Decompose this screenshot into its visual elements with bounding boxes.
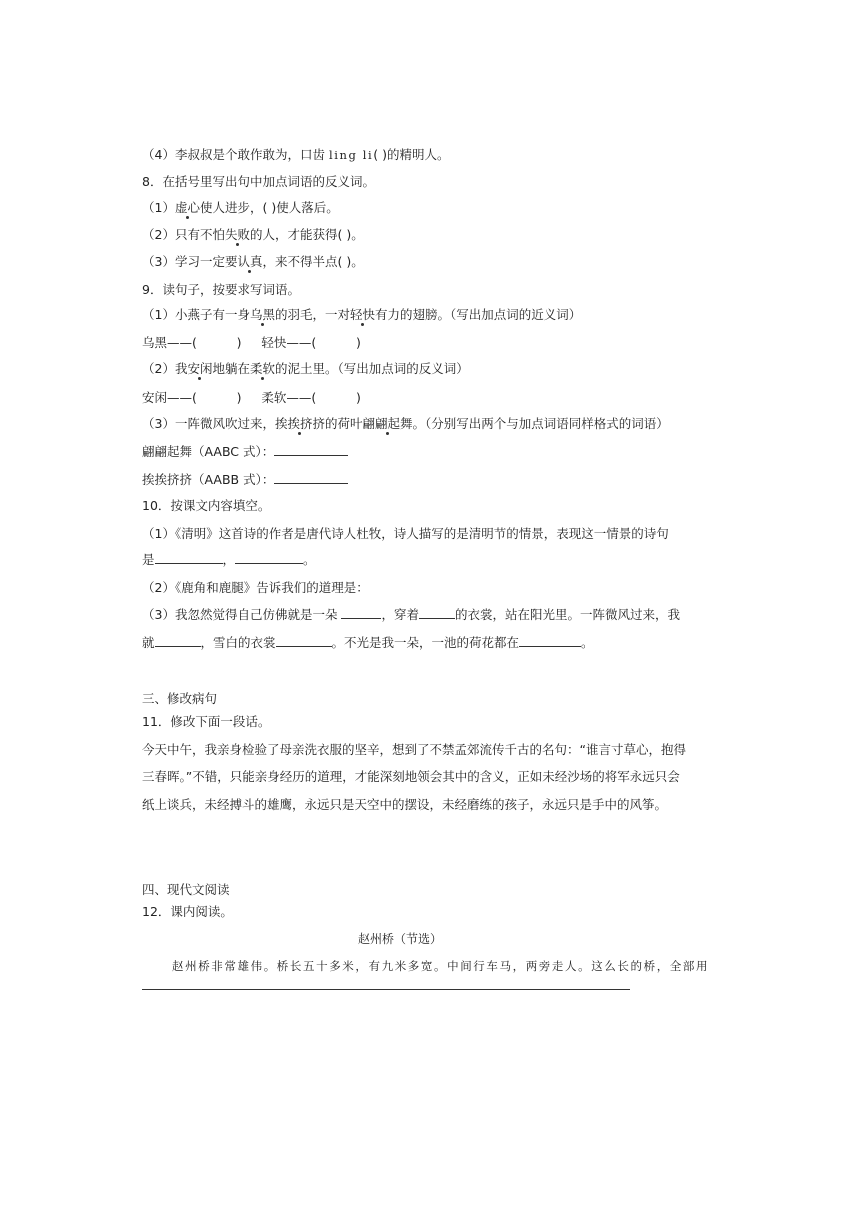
- q9-answer-1: 乌黑——( ) 轻快——( ): [142, 335, 361, 350]
- q10-item-1: （1）《清明》这首诗的作者是唐代诗人杜牧，诗人描写的是清明节的情景，表现这一情景的诗句: [142, 526, 669, 541]
- q10-item-3: （3）我忽然觉得自己仿佛就是一朵 ，穿着 的衣裳，站在阳光里。一阵微风过来，我: [142, 607, 680, 622]
- q8-title: 8．在括号里写出句中加点词语的反义词。: [142, 174, 375, 189]
- answer-blank[interactable]: [276, 634, 332, 647]
- q11-title: 11．修改下面一段话。: [142, 714, 271, 729]
- answer-blank[interactable]: [519, 634, 581, 647]
- q9-title: 9．读句子，按要求写词语。: [142, 282, 300, 297]
- answer-blank[interactable]: [155, 551, 223, 564]
- answer-blank[interactable]: [274, 443, 348, 456]
- q9-aabb-line: 挨挨挤挤（AABB 式）：: [142, 471, 348, 489]
- q9-item-2: （2）我安闲地躺在柔软的泥土里。（写出加点词的反义词）: [142, 361, 469, 376]
- q10-item-2: （2）《鹿角和鹿腿》告诉我们的道理是：: [142, 580, 369, 595]
- q9-answer-2: 安闲——( ) 柔软——( ): [142, 390, 361, 405]
- q11-paragraph-line-2: 三春晖。”不错，只能亲身经历的道理，才能深刻地领会其中的含义，正如未经沙场的将军永远只会: [142, 769, 680, 784]
- passage-title: 赵州桥（节选）: [357, 932, 442, 946]
- q9-item-1: （1）小燕子有一身乌黑的羽毛，一对轻快有力的翅膀。（写出加点词的近义词）: [142, 307, 582, 322]
- q10-item-3-cont: 就 ，雪白的衣裳 。不光是我一朵，一池的荷花都在 。: [142, 635, 594, 650]
- q12-title: 12．课内阅读。: [142, 904, 233, 919]
- q7-item-4: （4）李叔叔是个敢作敢为，口齿 ling li( )的精明人。: [142, 147, 450, 162]
- answer-blank[interactable]: [274, 471, 348, 484]
- q10-item-1-cont: 是 ， 。: [142, 552, 316, 567]
- answer-blank[interactable]: [341, 606, 381, 619]
- answer-blank[interactable]: [419, 606, 455, 619]
- section-3-heading: 三、修改病句: [142, 691, 218, 706]
- passage-paragraph: 赵州桥非常雄伟。桥长五十多米，有九米多宽。中间行车马，两旁走人。这么长的桥，全部用: [172, 959, 710, 973]
- q8-item-1: （1）虚心使人进步，( )使人落后。: [142, 200, 339, 215]
- answer-blank[interactable]: [155, 634, 201, 647]
- answer-blank[interactable]: [235, 551, 303, 564]
- divider-rule: [142, 989, 630, 990]
- q9-item-3: （3）一阵微风吹过来，挨挨挤挤的荷叶翩翩起舞。（分别写出两个与加点词语同样格式的词语）: [142, 416, 669, 431]
- q8-item-3: （3）学习一定要认真，来不得半点( )。: [142, 254, 364, 269]
- q11-paragraph-line-3: 纸上谈兵，未经搏斗的雄鹰，永远只是天空中的摆设，未经磨练的孩子，永远只是手中的风筝。: [142, 797, 668, 812]
- q11-paragraph-line-1: 今天中午，我亲身检验了母亲洗衣服的坚辛，想到了不禁孟郊流传千古的名句：“谁言寸草心，抱得: [142, 742, 686, 757]
- q9-aabc-line: 翩翩起舞（AABC 式）：: [142, 443, 348, 461]
- q8-item-2: （2）只有不怕失败的人，才能获得( )。: [142, 227, 364, 242]
- section-4-heading: 四、现代文阅读: [142, 882, 230, 897]
- q10-title: 10．按课文内容填空。: [142, 498, 271, 513]
